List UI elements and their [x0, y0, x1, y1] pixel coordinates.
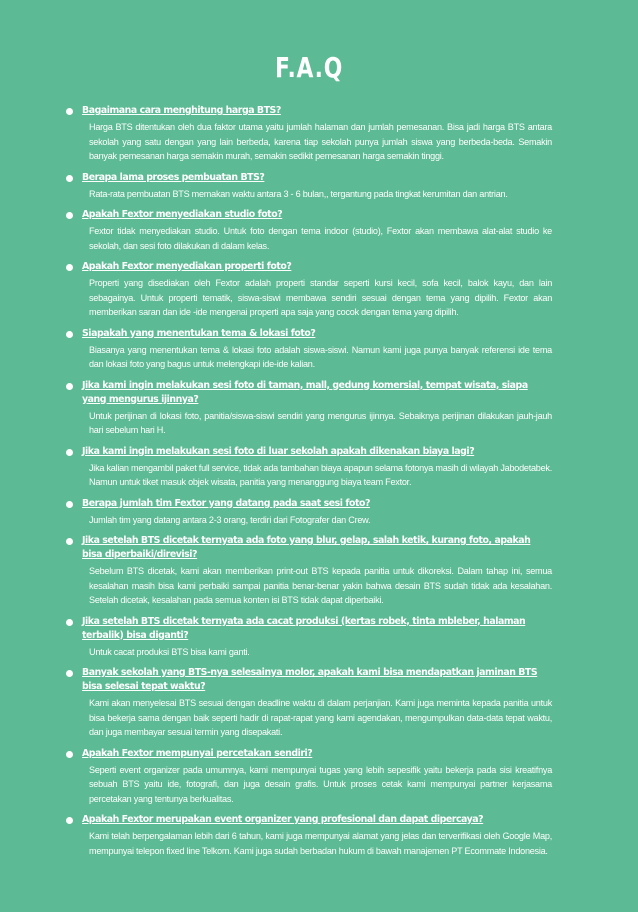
- bullet-icon: [66, 619, 73, 626]
- page-title: F.A.Q: [274, 51, 344, 84]
- faq-answer: Properti yang disediakan oleh Fextor adalah properti standar seperti kursi kecil, sofa kecil, balok kayu, dan lain sebagainya. Untuk properti tematik, siswa-siswi membawa sendiri sesuai dengan tema yang dipilih. Fextor akan memberikan saran dan ide -ide mengenai properti apa saja yang cocok dengan tema yang dipilih.: [89, 278, 552, 317]
- faq-answer: Jumlah tim yang datang antara 2-3 orang, terdiri dari Fotografer dan Crew.: [89, 514, 371, 525]
- faq-question: Jika kami ingin melakukan sesi foto di taman, mall, gedung komersial, tempat wisata, siapa yang mengurus ijinnya?: [82, 379, 528, 405]
- faq-answer: Kami akan menyelesai BTS sesuai dengan deadline waktu di dalam perjanjian. Kami juga meminta kepada panitia untuk bisa bekerja sama dengan baik seperti hadir di rapat-rapat yang kami agendakan, mengumpulkan data-data tepat waktu, dan juga membayar sesuai termin yang disepakati.: [89, 698, 552, 737]
- faq-answer: Kami telah berpengalaman lebih dari 6 tahun, kami juga mempunyai alamat yang jelas dan terverifikasi oleh Google Map, mempunyai telepon fixed line Telkom. Kami juga sudah berbadan hukum di bawah manajemen PT Ecommate Indonesia.: [89, 831, 552, 856]
- faq-answer: Jika kalian mengambil paket full service, tidak ada tambahan biaya apapun selama fotonya masih di wilayah Jabodetabek. Namun untuk tiket masuk objek wisata, panitia yang menanggung biaya team Fextor.: [89, 462, 552, 487]
- faq-answer: Untuk perijinan di lokasi foto, panitia/siswa-siswi sendiri yang mengurus ijinnya. Sebaiknya perijinan dilakukan jauh-jauh hari sebelum hari H.: [89, 410, 552, 435]
- faq-answer: Biasanya yang menentukan tema & lokasi foto adalah siswa-siswi. Namun kami juga punya banyak referensi ide tema dan lokasi foto yang bagus untuk melengkapi ide-ide kalian.: [89, 344, 552, 369]
- faq-question: Siapakah yang menentukan tema & lokasi foto?: [82, 327, 316, 339]
- faq-question: Berapa lama proses pembuatan BTS?: [82, 171, 265, 183]
- faq-list: [66, 104, 552, 858]
- faq-question: Banyak sekolah yang BTS-nya selesainya molor, apakah kami bisa mendapatkan jaminan BTS bisa selesai tepat waktu?: [82, 667, 538, 692]
- faq-item: [66, 813, 552, 858]
- faq-question: Jika kami ingin melakukan sesi foto di luar sekolah apakah dikenakan biaya lagi?: [82, 445, 475, 457]
- faq-answer: Harga BTS ditentukan oleh dua faktor utama yaitu jumlah halaman dan jumlah pemesanan. Bisa jadi harga BTS antara sekolah yang satu dengan yang lain berbeda, karena tiap sekolah punya jumlah siswa yang berbeda-beda. Semakin banyak pemesanan harga semakin murah, semakin sedikit pemesanan harga semakin tinggi.: [89, 122, 552, 161]
- faq-question: Apakah Fextor menyediakan properti foto?: [82, 261, 292, 272]
- faq-question: Apakah Fextor menyediakan studio foto?: [82, 209, 283, 220]
- faq-question: Apakah Fextor merupakan event organizer yang profesional dan dapat dipercaya?: [82, 814, 484, 825]
- faq-answer: Fextor tidak menyediakan studio. Untuk foto dengan tema indoor (studio), Fextor akan membawa alat-alat studio ke sekolah, dan sesi foto dilakukan di dalam kelas.: [89, 226, 552, 251]
- faq-item: [66, 747, 552, 807]
- bullet-icon: [66, 751, 73, 758]
- faq-question: Berapa jumlah tim Fextor yang datang pada saat sesi foto?: [82, 497, 370, 509]
- faq-answer: Seperti event organizer pada umumnya, kami mempunyai tugas yang lebih sepesifik yaitu bekerja pada sisi kreatifnya sebuah BTS yaitu ide, fotografi, dan juga desain grafis. Untuk proses cetak kami mempunyai partner kerjasama percetakan yang tentunya berkualitas.: [89, 764, 552, 804]
- bullet-icon: [66, 501, 73, 508]
- faq-item: [66, 208, 552, 253]
- faq-item: [66, 327, 552, 372]
- faq-answer: Sebelum BTS dicetak, kami akan memberikan print-out BTS kepada panitia untuk dikoreksi. Dalam tahap ini, semua kesalahan masih bisa kami perbaiki sampai panitia benar-benar yakin bahwa desain BTS sudah tidak ada kesalahan. Setelah dicetak, kesalahan pada semua konten isi BTS tidak dapat diperbaiki.: [89, 566, 552, 605]
- bullet-icon: [66, 264, 73, 271]
- faq-item: [66, 615, 552, 660]
- faq-item: [66, 379, 552, 438]
- faq-question: Jika setelah BTS dicetak ternyata ada foto yang blur, gelap, salah ketik, kurang foto, apakah bisa diperbaiki/direvisi?: [82, 535, 531, 560]
- bullet-icon: [66, 670, 73, 677]
- faq-item: [66, 171, 552, 202]
- faq-question: Bagaimana cara menghitung harga BTS?: [82, 105, 281, 116]
- faq-item: [66, 497, 552, 528]
- faq-item: [66, 666, 552, 740]
- bullet-icon: [66, 331, 73, 338]
- bullet-icon: [66, 817, 73, 824]
- bullet-icon: [66, 108, 73, 115]
- bullet-icon: [66, 538, 73, 545]
- bullet-icon: [66, 383, 73, 390]
- faq-item: [66, 260, 552, 320]
- faq-item: [66, 104, 552, 164]
- bullet-icon: [66, 175, 73, 182]
- faq-answer: Untuk cacat produksi BTS bisa kami ganti.: [89, 646, 250, 657]
- faq-question: Apakah Fextor mempunyai percetakan sendiri?: [82, 747, 313, 759]
- faq-item: [66, 534, 552, 608]
- faq-item: [66, 445, 552, 490]
- faq-answer: Rata-rata pembuatan BTS memakan waktu antara 3 - 6 bulan,, tergantung pada tingkat kerumitan dan antrian.: [89, 188, 508, 199]
- bullet-icon: [66, 449, 73, 456]
- faq-question: Jika setelah BTS dicetak ternyata ada cacat produksi (kertas robek, tinta mbleber, halaman terbalik) bisa diganti?: [82, 615, 526, 641]
- bullet-icon: [66, 212, 73, 219]
